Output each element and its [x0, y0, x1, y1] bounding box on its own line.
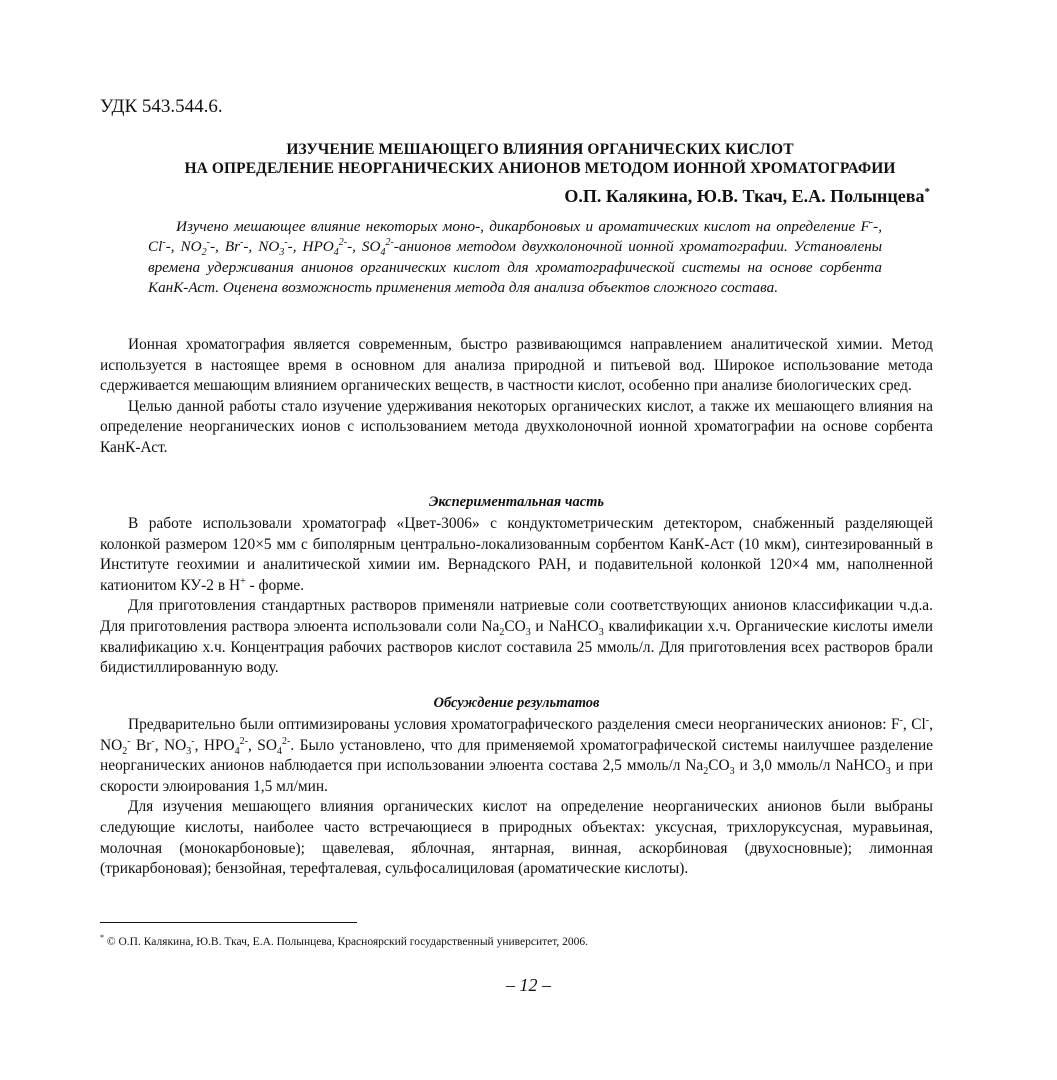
article-title-line-2: НА ОПРЕДЕЛЕНИЕ НЕОРГАНИЧЕСКИХ АНИОНОВ МЕТОДОМ ИОННОЙ ХРОМАТОГРАФИИ: [184, 160, 896, 177]
discussion-paragraph-1: Предварительно были оптимизированы условия хроматографического разделения смеси неорганических анионов: F-, Cl-, $NO_2^-$ Br-, $NO_3^-$, $HPO_4^{2-}$, $SO_4^{2-}$. Было установлено, что для применяемой хроматографической системы наилучшее разделение неорганических анионов наблюдается при использовании элюента состава 2,5 ммоль/л $Na_2CO_3$ и 3,0 ммоль/л NaHCO$_3$ и при скорости элюирования 1,5 мл/мин.: [100, 714, 934, 795]
page-number: – 12 –: [506, 975, 551, 995]
experimental-paragraph-1: В работе использовали хроматограф «Цвет-3006» с кондуктометрическим детектором, снабженный разделяющей колонкой размером 120×5 мм с биполярным центрально-локализованным сорбентом КанК-Аст (10 мкм), синтезированный в Институте геохимии и аналитической химии им. Вернадского РАН, и подавительной колонкой 120×4 мм, наполненной катионитом КУ-2 в Н+ - форме.: [100, 515, 933, 594]
abstract: Изучено мешающее влияние некоторых моно-, дикарбоновых и ароматических кислот на определение F--, Cl--, $NO_2^--$, Br--, $NO_3^--$, $HPO_4^{2-}-$, $SO_4^{2-}$-анионов методом двухколоночной ионной хроматографии. Установлены времена удерживания анионов органических кислот для хроматографической системы на основе сорбента КанК-Аст. Оценена возможность применения метода для анализа объектов сложного состава.: [148, 216, 883, 296]
experimental-section: [100, 514, 933, 679]
article-title-line-1: ИЗУЧЕНИЕ МЕШАЮЩЕГО ВЛИЯНИЯ ОРГАНИЧЕСКИХ КИСЛОТ: [286, 141, 794, 158]
footnote-mark: *: [100, 933, 104, 943]
experimental-heading: Экспериментальная часть: [428, 494, 605, 510]
author-names: О.П. Калякина, Ю.В. Ткач, Е.А. Полынцева: [564, 186, 925, 206]
discussion-heading: Обсуждение результатов: [433, 695, 600, 711]
intro-paragraph-1: Ионная хроматография является современным, быстро развивающимся направлением аналитической химии. Метод используется в настоящее время в основном для анализа природной и питьевой вод. Широкое использование метода сдерживается мешающим влиянием органических веществ, в частности кислот, особенно при анализе биологических сред.: [100, 336, 933, 395]
authors: [564, 186, 930, 207]
experimental-paragraph-2: Для приготовления стандартных растворов применяли натриевые соли соответствующих анионов классификации ч.д.а. Для приготовления раствора элюента использовали соли $Na_2CO_3$ и NaHCO$_3$ квалификации х.ч. Органические кислоты имели квалификацию х.ч. Концентрация рабочих растворов кислот составила 25 ммоль/л. Для приготовления всех растворов брали бидистиллированную воду.: [100, 597, 933, 677]
author-footnote-mark: *: [924, 186, 930, 198]
footnote-text: © О.П. Калякина, Ю.В. Ткач, Е.А. Полынцева, Красноярский государственный университет, 2006.: [104, 936, 589, 948]
udk-code: УДК 543.544.6.: [100, 96, 223, 117]
discussion-paragraph-2: Для изучения мешающего влияния органических кислот на определение неорганических анионов были выбраны следующие кислоты, наиболее часто встречающиеся в природных объектах: уксусная, трихлоруксусная, муравьиная, молочная (монокарбоновые); щавелевая, яблочная, янтарная, винная, аскорбиновая (двухосновные); лимонная (трикарбоновая); бензойная, терефталевая, сульфосалициловая (ароматические кислоты).: [100, 798, 933, 878]
intro-paragraph-2: Целью данной работы стало изучение удерживания некоторых органических кислот, а также их мешающего влияния на определение неорганических ионов с использованием метода двухколоночной ионной хроматографии на основе сорбента КанК-Аст.: [100, 397, 933, 456]
footnote-separator: [100, 922, 357, 923]
discussion-section: [100, 715, 933, 880]
footnote: [100, 933, 589, 948]
intro-section: [100, 335, 933, 459]
